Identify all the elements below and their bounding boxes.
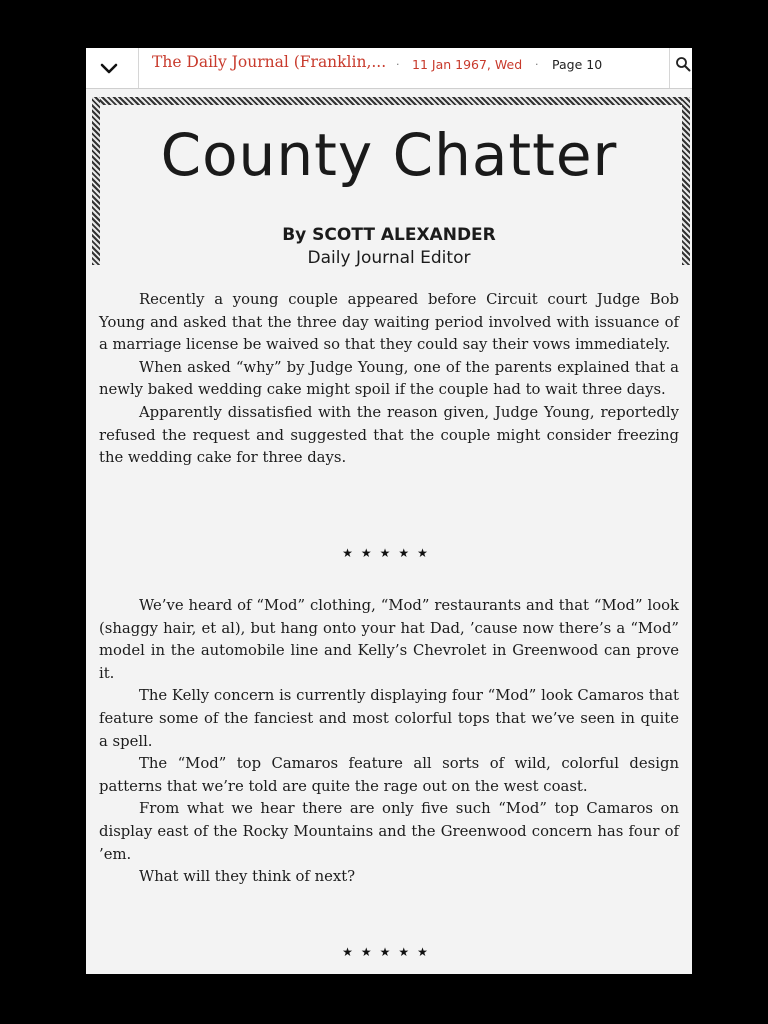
separator-dot: ·: [535, 58, 539, 71]
publication-title[interactable]: The Daily Journal (Franklin,...: [152, 53, 387, 71]
paragraph: What will they think of next?: [139, 868, 356, 886]
article-section-1: [99, 289, 679, 470]
newspaper-viewer: [86, 48, 692, 974]
section-divider: ★★★★★: [342, 546, 436, 560]
search-icon[interactable]: [675, 56, 691, 72]
section-divider: ★★★★★: [342, 945, 436, 959]
paragraph: Recently a young couple appeared before Circuit court Judge Bob Young and asked that the three day waiting period involved with issuance of a marriage license be waived so that they could say their vows immediately.: [99, 291, 679, 354]
page-number[interactable]: Page 10: [552, 57, 603, 72]
separator-dot: ·: [396, 58, 400, 71]
toolbar-divider: [138, 48, 139, 88]
viewer-toolbar: [86, 48, 692, 89]
article-clipping: [86, 89, 692, 974]
byline-role: Daily Journal Editor: [307, 248, 471, 268]
paragraph: We’ve heard of “Mod” clothing, “Mod” restaurants and that “Mod” look (shaggy hair, et al), but hang onto your hat Dad, ’cause now there’s a “Mod” model in the automobile line and Kelly’s Chevrolet in Greenwood can prove it.: [99, 597, 679, 682]
paragraph: From what we hear there are only five such “Mod” top Camaros on display east of the Rocky Mountains and the Greenwood concern has four of ’em.: [99, 800, 679, 863]
paragraph: Apparently dissatisfied with the reason given, Judge Young, reportedly refused the request and suggested that the couple might consider freezing the wedding cake for three days.: [99, 403, 679, 467]
border-top-pattern: [92, 97, 690, 105]
paragraph: When asked “why” by Judge Young, one of the parents explained that a newly baked wedding cake might spoil if the couple had to wait three days.: [99, 358, 679, 399]
article-section-2: [99, 595, 679, 889]
byline-author: By SCOTT ALEXANDER: [282, 225, 496, 245]
headline: County Chatter: [160, 121, 618, 189]
paragraph: The Kelly concern is currently displaying four “Mod” look Camaros that feature some of the fanciest and most colorful tops that we’ve seen in quite a spell.: [99, 687, 679, 750]
paragraph: The “Mod” top Camaros feature all sorts of wild, colorful design patterns that we’re told are quite the rage out on the west coast.: [99, 755, 679, 795]
toolbar-divider: [669, 48, 670, 88]
chevron-down-icon[interactable]: [98, 59, 120, 77]
issue-date[interactable]: 11 Jan 1967, Wed: [412, 57, 523, 72]
